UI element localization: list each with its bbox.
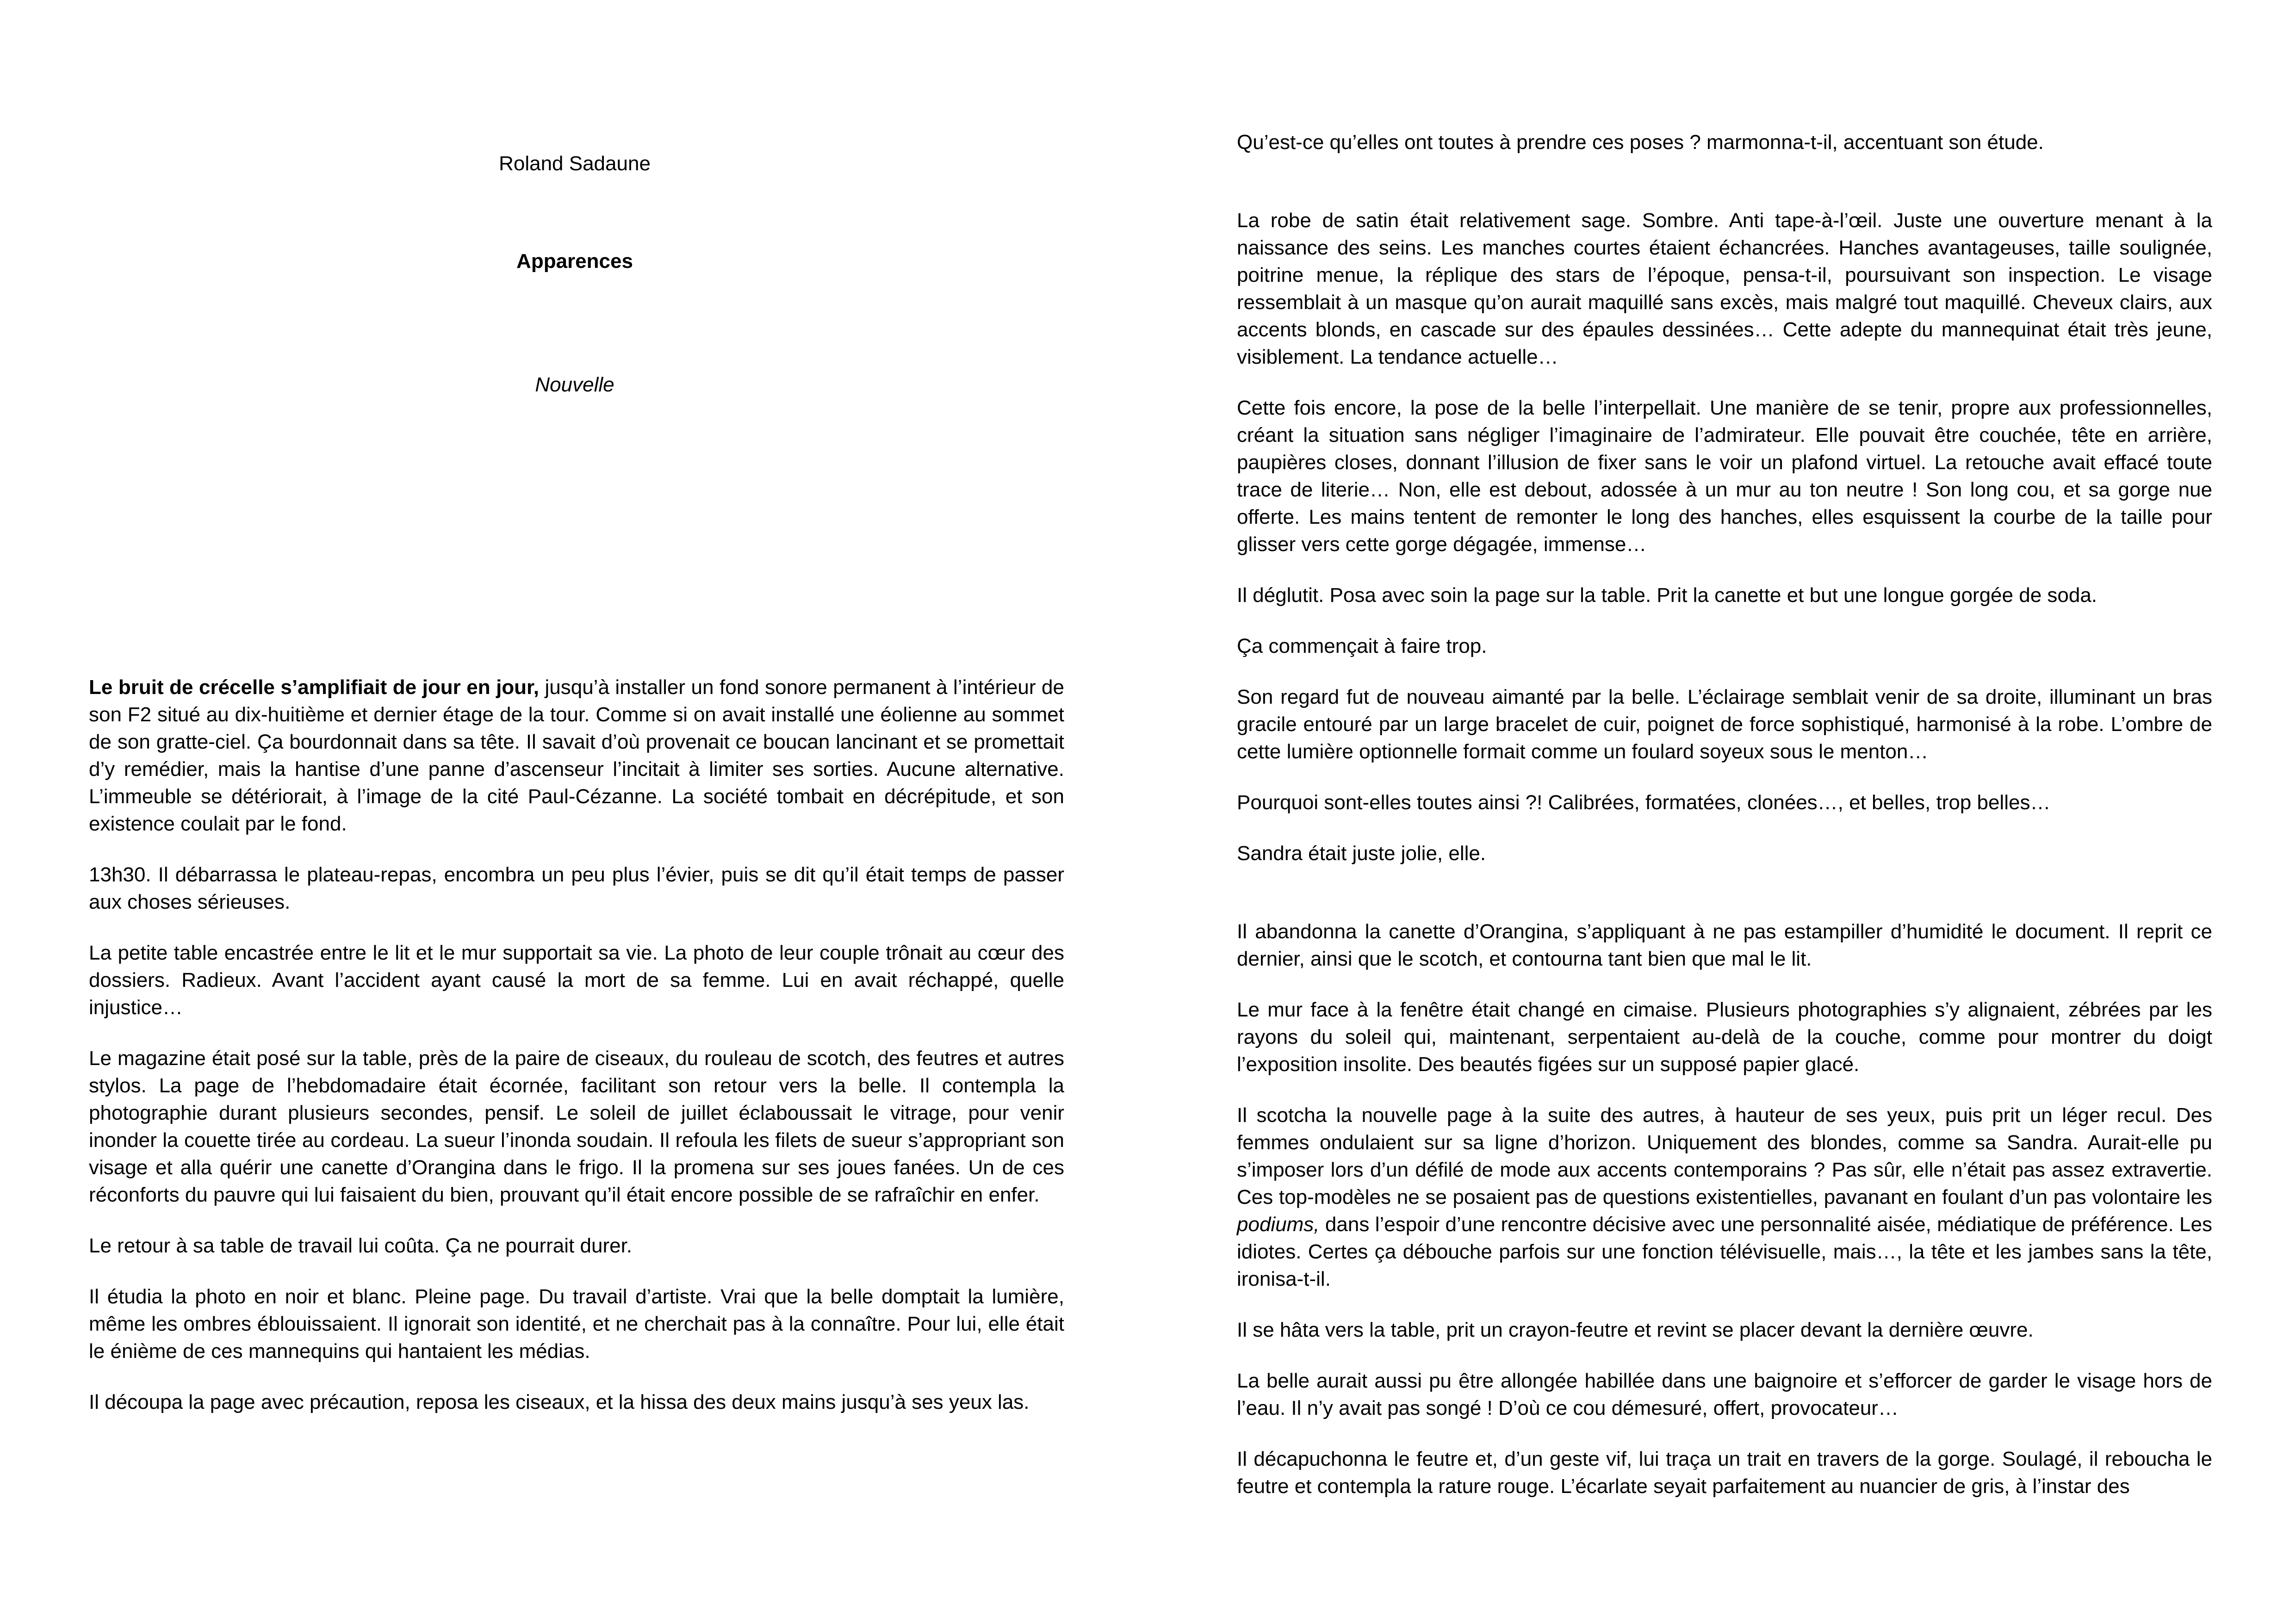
paragraph: Il découpa la page avec précaution, reposa les ciseaux, et la hissa des deux mains jusqu’à ses yeux las.: [89, 1391, 1030, 1413]
paragraph: Il décapuchonna le feutre et, d’un geste vif, lui traça un trait en travers de la gorge. Soulagé, il reboucha le feutre et contempla la rature rouge. L’écarlate seyait parfaitement au nuancier de gris, à l’instar des: [1237, 1448, 2212, 1498]
paragraph: Qu’est-ce qu’elles ont toutes à prendre ces poses ? marmonna-t-il, accentuant son étude.: [1237, 131, 2044, 154]
paragraph: La robe de satin était relativement sage. Sombre. Anti tape-à-l’œil. Juste une ouverture menant à la naissance des seins. Les manches courtes étaient échancrées. Hanches avantageuses, taille soulignée, poitrine menue, la réplique des stars de l’époque, pensa-t-il, poursuivant son inspection. Le visage ressemblait à un masque qu’on aurait maquillé sans excès, mais malgré tout maquillé. Cheveux clairs, aux accents blonds, en cascade sur des épaules dessinées… Cette adepte du mannequinat était très jeune, visiblement. La tendance actuelle…: [1237, 209, 2212, 368]
right-page: [1148, 0, 2296, 1623]
paragraph-text: jusqu’à installer un fond sonore permanent à l’intérieur de son F2 situé au dix-huitième et dernier étage de la tour. Comme si on avait installé une éolienne au sommet de son gratte-ciel. Ça bourdonnait dans sa tête. Il savait d’où provenait ce boucan lancinant et se promettait d’y remédier, mais la hantise d’une panne d’ascenseur l’incitait à limiter ses sorties. Aucune alternative. L’immeuble se détériorait, à l’image de la cité Paul-Cézanne. La société tombait en décrépitude, et son existence coulait par le fond.: [89, 676, 1064, 835]
paragraph: Cette fois encore, la pose de la belle l’interpellait. Une manière de se tenir, propre aux professionnelles, créant la situation sans négliger l’imaginaire de l’admirateur. Elle pouvait être couchée, tête en arrière, paupières closes, donnant l’illusion de fixer sans le voir un plafond virtuel. La retouche avait effacé toute trace de literie… Non, elle est debout, adossée à un mur au ton neutre ! Son long cou, et sa gorge nue offerte. Les mains tentent de remonter le long des hanches, elles esquissent la courbe de la taille pour glisser vers cette gorge dégagée, immense…: [1237, 396, 2212, 556]
story-title: Apparences: [516, 250, 633, 273]
paragraph: Le magazine était posé sur la table, près de la paire de ciseaux, du rouleau de scotch, des feutres et autres stylos. La page de l’hebdomadaire était écornée, facilitant son retour vers la belle. Il contempla la photographie durant plusieurs secondes, pensif. Le soleil de juillet éclaboussait le vitrage, pour venir inonder la couette tirée au cordeau. La sueur l’inonda soudain. Il refoula les filets de sueur s’appropriant son visage et alla quérir une canette d’Orangina dans le frigo. Il la promena sur ses joues fanées. Un de ces réconforts du pauvre qui lui faisaient du bien, prouvant qu’il était encore possible de se rafraîchir en enfer.: [89, 1047, 1064, 1206]
paragraph: La petite table encastrée entre le lit et le mur supportait sa vie. La photo de leur couple trônait au cœur des dossiers. Radieux. Avant l’accident ayant causé la mort de sa femme. Lui en avait réchappé, quelle injustice…: [89, 942, 1064, 1019]
paragraph: [1237, 1102, 2212, 1293]
paragraph-text: dans l’espoir d’une rencontre décisive avec une personnalité aisée, médiatique de préférence. Les idiotes. Certes ça débouche parfois sur une fonction télévisuelle, mais…, la tête et les jambes sans la tête, ironisa-t-il.: [1237, 1213, 2212, 1290]
story-genre: Nouvelle: [535, 373, 614, 396]
paragraph: [89, 674, 1064, 837]
paragraph: Il abandonna la canette d’Orangina, s’appliquant à ne pas estampiller d’humidité le document. Il reprit ce dernier, ainsi que le scotch, et contourna tant bien que mal le lit.: [1237, 920, 2212, 970]
paragraph: Il se hâta vers la table, prit un crayon-feutre et revint se placer devant la dernière œuvre.: [1237, 1319, 2034, 1341]
paragraph: 13h30. Il débarrassa le plateau-repas, encombra un peu plus l’évier, puis se dit qu’il était temps de passer aux choses sérieuses.: [89, 863, 1064, 913]
paragraph-text: Il scotcha la nouvelle page à la suite des autres, à hauteur de ses yeux, puis prit un léger recul. Des femmes ondulaient sur sa ligne d’horizon. Uniquement des blondes, comme sa Sandra. Aurait-elle pu s’imposer lors d’un défilé de mode aux accents contemporains ? Pas sûr, elle n’était pas assez extravertie. Ces top-modèles ne se posaient pas de questions existentielles, pavanant en foulant d’un pas volontaire les: [1237, 1104, 2212, 1208]
paragraph: Pourquoi sont-elles toutes ainsi ?! Calibrées, formatées, clonées…, et belles, trop belles…: [1237, 791, 2051, 814]
paragraph: Il étudia la photo en noir et blanc. Pleine page. Du travail d’artiste. Vrai que la belle domptait la lumière, même les ombres éblouissaient. Il ignorait son identité, et ne cherchait pas à la connaître. Pour lui, elle était le énième de ces mannequins qui hantaient les médias.: [89, 1285, 1064, 1363]
right-body-text: [1237, 129, 2212, 1524]
paragraph: Le mur face à la fenêtre était changé en cimaise. Plusieurs photographies s’y alignaient, zébrées par les rayons du soleil qui, maintenant, serpentaient au-delà de la couche, comme pour montrer du doigt l’exposition insolite. Des beautés figées sur un supposé papier glacé.: [1237, 998, 2212, 1076]
paragraph: La belle aurait aussi pu être allongée habillée dans une baignoire et s’efforcer de garder le visage hors de l’eau. Il n’y avait pas songé ! D’où ce cou démesuré, offert, provocateur…: [1237, 1369, 2212, 1419]
paragraph: Son regard fut de nouveau aimanté par la belle. L’éclairage semblait venir de sa droite, illuminant un bras gracile entouré par un large bracelet de cuir, poignet de force sophistiqué, harmonisé à la robe. L’ombre de cette lumière optionnelle formait comme un foulard soyeux sous le menton…: [1237, 686, 2212, 763]
author-name: Roland Sadaune: [499, 152, 651, 175]
paragraph: Ça commençait à faire trop.: [1237, 635, 1487, 657]
paragraph: Il déglutit. Posa avec soin la page sur la table. Prit la canette et but une longue gorgée de soda.: [1237, 584, 2097, 607]
left-body-text: [89, 674, 1064, 1439]
opening-phrase: Le bruit de crécelle s’amplifiait de jour en jour,: [89, 676, 539, 699]
paragraph: Le retour à sa table de travail lui coûta. Ça ne pourrait durer.: [89, 1234, 633, 1257]
paragraph: Sandra était juste jolie, elle.: [1237, 842, 1486, 865]
emphasized-word: podiums,: [1237, 1213, 1320, 1236]
